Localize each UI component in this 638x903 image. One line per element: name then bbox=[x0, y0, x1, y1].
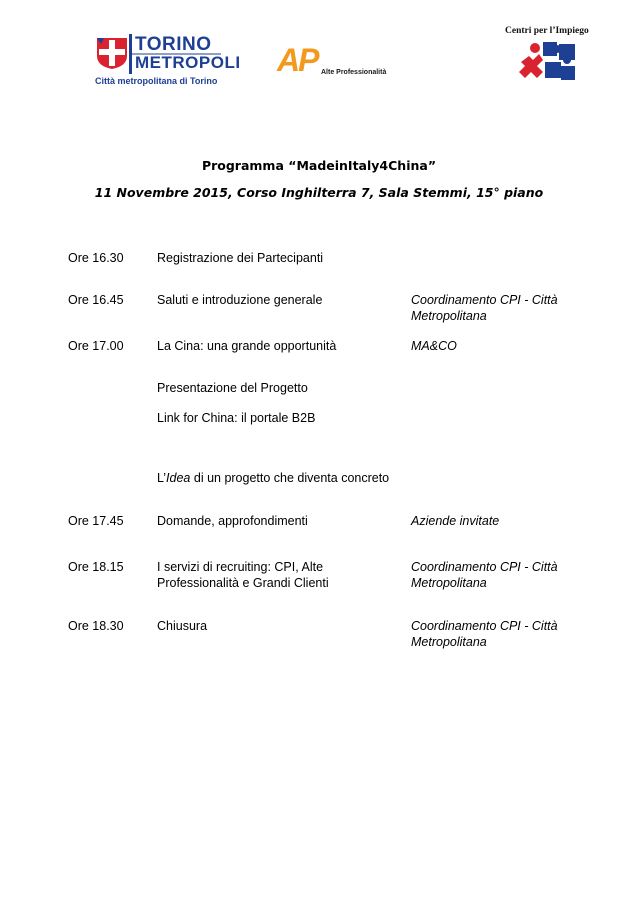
agenda-speaker: Coordinamento CPI - Città Metropolitana bbox=[411, 293, 558, 323]
page-subtitle: 11 Novembre 2015, Corso Inghilterra 7, Sala Stemmi, 15° piano bbox=[94, 185, 544, 200]
agenda-time: Ore 18.15 bbox=[68, 560, 124, 574]
torino-subtitle: Città metropolitana di Torino bbox=[95, 76, 218, 86]
page-title: Programma “MadeinItaly4China” bbox=[201, 158, 437, 173]
presentation-item: Presentazione del Progetto bbox=[157, 381, 308, 395]
shield-icon bbox=[95, 36, 129, 70]
ap-mark: AP bbox=[277, 42, 318, 78]
idea-prefix: L’ bbox=[157, 471, 167, 485]
agenda-description: I servizi di recruiting: CPI, Alte Professionalità e Grandi Clienti bbox=[157, 560, 329, 590]
idea-item bbox=[157, 470, 389, 486]
torino-wordmark bbox=[129, 34, 241, 74]
agenda-speaker: Coordinamento CPI - Città Metropolitana bbox=[411, 619, 558, 649]
agenda-time: Ore 16.45 bbox=[68, 293, 124, 307]
agenda-description: La Cina: una grande opportunità bbox=[157, 339, 337, 353]
agenda-speaker: Coordinamento CPI - Città Metropolitana bbox=[411, 560, 558, 590]
torino-metropoli-logo bbox=[95, 34, 241, 90]
torino-line2: METROPOLI bbox=[135, 53, 241, 72]
agenda-time: Ore 16.30 bbox=[68, 251, 124, 265]
alte-professionalita-logo bbox=[277, 42, 392, 82]
agenda-description: Domande, approfondimenti bbox=[157, 514, 308, 528]
link-item: Link for China: il portale B2B bbox=[157, 411, 316, 425]
agenda-time: Ore 17.45 bbox=[68, 514, 124, 528]
agenda-time: Ore 18.30 bbox=[68, 619, 124, 633]
ap-text: Alte Professionalità bbox=[321, 69, 387, 76]
puzzle-icon bbox=[515, 38, 579, 88]
agenda-speaker: MA&CO bbox=[411, 339, 457, 353]
agenda-description: Chiusura bbox=[157, 619, 208, 633]
cpi-text: Centri per l’Impiego bbox=[505, 26, 589, 36]
agenda-time: Ore 17.00 bbox=[68, 339, 124, 353]
agenda-speaker: Aziende invitate bbox=[411, 514, 500, 528]
agenda-description: Registrazione dei Partecipanti bbox=[157, 251, 324, 265]
idea-suffix: di un progetto che diventa concreto bbox=[190, 471, 390, 485]
idea-word: Idea bbox=[166, 471, 191, 485]
agenda-description: Saluti e introduzione generale bbox=[157, 293, 323, 307]
centri-impiego-logo bbox=[505, 26, 605, 88]
torino-line1: TORINO bbox=[135, 34, 212, 55]
header-logos bbox=[0, 0, 638, 110]
